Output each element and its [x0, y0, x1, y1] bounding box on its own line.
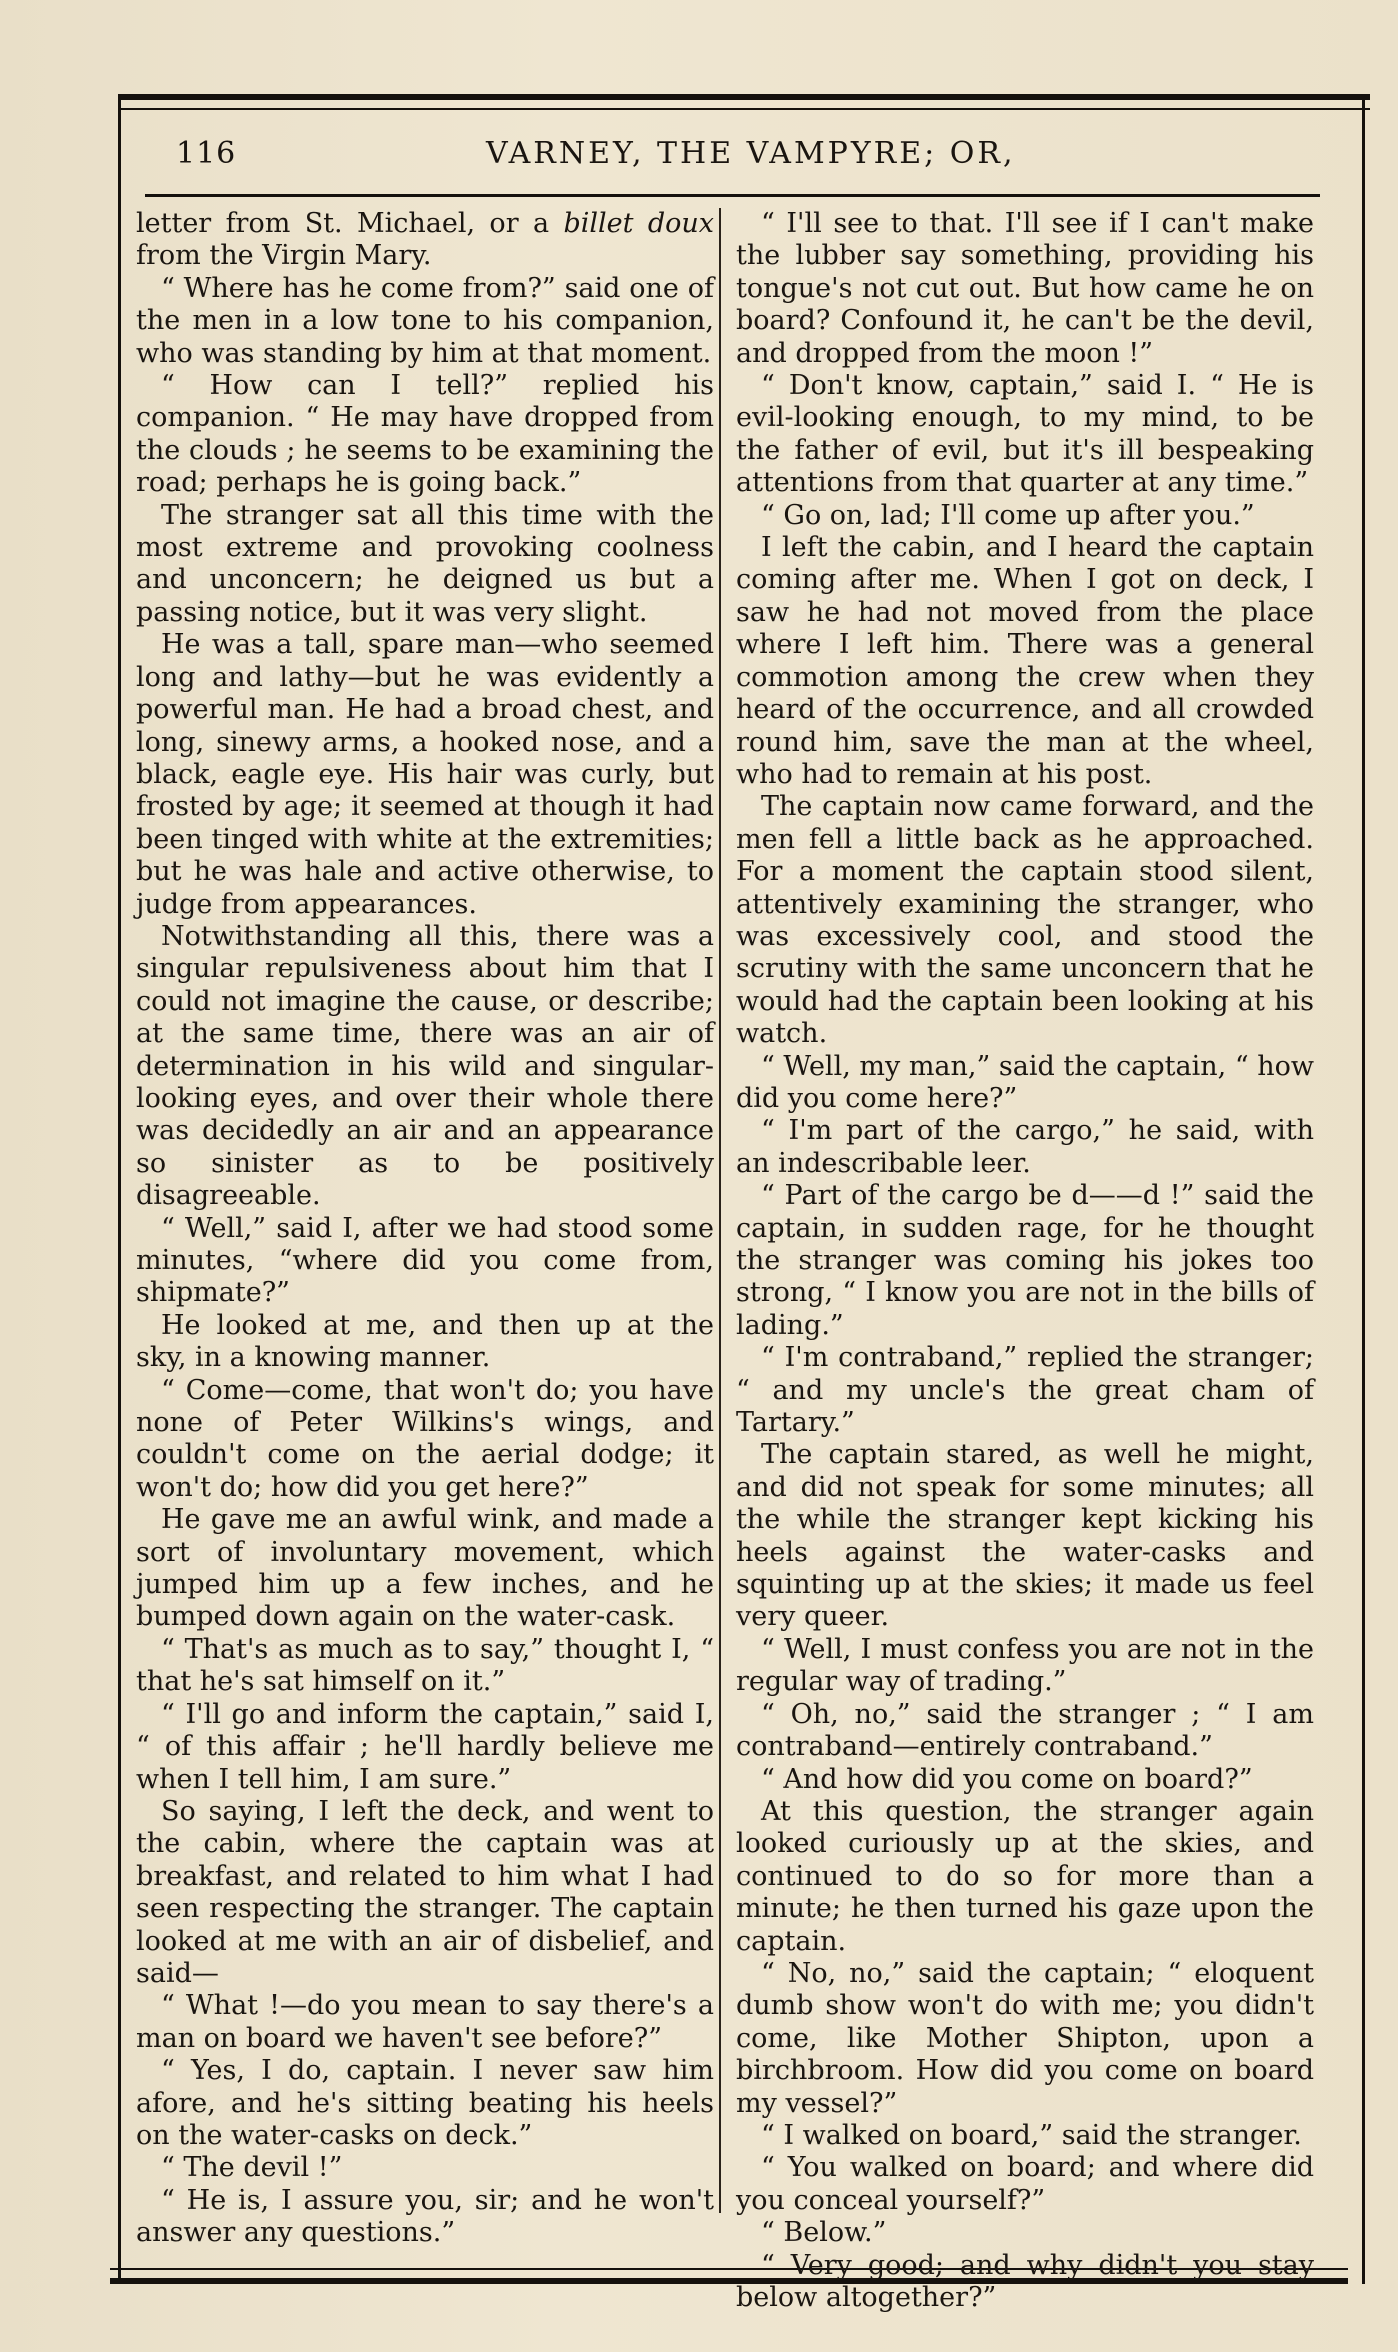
- page-header: [176, 136, 1276, 186]
- paragraph: “ I'll go and inform the captain,” said I, “ of this affair ; he'll hardly believe me when I tell him, I am sure.”: [136, 1698, 714, 1795]
- page-number: 116: [176, 136, 237, 171]
- paragraph: “ And how did you come on board?”: [761, 1763, 1253, 1795]
- paragraph: “ Part of the cargo be d——d !” said the captain, in sudden rage, for he thought the stranger was coming his jokes too strong, “ I know you are not in the bills of lading.”: [736, 1180, 1314, 1341]
- column-divider: [719, 208, 721, 2213]
- right-column: [736, 208, 1314, 2314]
- page-border-top: [118, 94, 1370, 110]
- paragraph: “ I'm contraband,” replied the stranger; “ and my uncle's the great cham of Tartary.”: [736, 1342, 1314, 1439]
- paragraph: “ Yes, I do, captain. I never saw him afore, and he's sitting beating his heels on the water-casks on deck.”: [136, 2055, 714, 2151]
- paragraph: At this question, the stranger again looked curiously up at the skies, and continued to do so for more than a minute; he then turned his gaze upon the captain.: [736, 1795, 1314, 1957]
- paragraph: The stranger sat all this time with the most extreme and provoking coolness and unconcern; he deigned us but a passing notice, but it was very slight.: [136, 499, 714, 628]
- paragraph: “ Below.”: [761, 2217, 887, 2249]
- paragraph: “ Well, my man,” said the captain, “ how did you come here?”: [736, 1050, 1314, 1114]
- paragraph: “ How can I tell?” replied his companion. “ He may have dropped from the clouds ; he seems to be examining the road; perhaps he is going back.”: [136, 370, 714, 499]
- paragraph: So saying, I left the deck, and went to the cabin, where the captain was at breakfast, and related to him what I had seen respecting the stranger. The captain looked at me with an air of disbelief, and said—: [136, 1795, 714, 1989]
- paragraph: “ Well,” said I, after we had stood some minutes, “where did you come from, shipmate?”: [136, 1212, 714, 1309]
- paragraph: “ I'm part of the cargo,” he said, with an indescribable leer.: [736, 1115, 1314, 1179]
- paragraph: letter from St. Michael, or a billet doux from the Virgin Mary.: [136, 208, 714, 272]
- paragraph: “ What !—do you mean to say there's a man on board we haven't see before?”: [136, 1990, 714, 2054]
- paragraph: Notwithstanding all this, there was a singular repulsiveness about him that I could not imagine the cause, or describe; at the same time, there was an air of determination in his wild and singular-looking eyes, and over their whole there was decidedly an air and an appearance so sinister as to be positively disagreeable.: [136, 920, 714, 1212]
- paragraph: “ Very good; and why didn't you stay below altogether?”: [736, 2249, 1314, 2313]
- paragraph: “ He is, I assure you, sir; and he won't answer any questions.”: [136, 2184, 714, 2249]
- paragraph: “ I walked on board,” said the stranger.: [761, 2119, 1302, 2151]
- paragraph: “ You walked on board; and where did you conceal yourself?”: [736, 2152, 1314, 2216]
- paragraph: The captain now came forward, and the men fell a little back as he approached. For a moment the captain stood silent, attentively examining the stranger, who was excessively cool, and stood the scrutiny with the same unconcern that he would had the captain been looking at his watch.: [736, 791, 1314, 1050]
- running-title: VARNEY, THE VAMPYRE; OR,: [486, 136, 1016, 171]
- paragraph: “ I'll see to that. I'll see if I can't make the lubber say something, providing his tongue's not cut out. But how came he on board? Confound it, he can't be the devil, and dropped from the moon !”: [736, 208, 1314, 369]
- paragraph: “ Oh, no,” said the stranger ; “ I am contraband—entirely contraband.”: [736, 1698, 1314, 1763]
- paragraph: “ No, no,” said the captain; “ eloquent dumb show won't do with me; you didn't come, like Mother Shipton, upon a birchbroom. How did you come on board my vessel?”: [736, 1957, 1314, 2119]
- paragraph: The captain stared, as well he might, and did not speak for some minutes; all the while the stranger kept kicking his heels against the water-casks and squinting up at the skies; it made us feel very queer.: [736, 1439, 1314, 1633]
- paragraph: “ Come—come, that won't do; you have none of Peter Wilkins's wings, and couldn't come on the aerial dodge; it won't do; how did you get here?”: [136, 1374, 714, 1503]
- paragraph: “ Go on, lad; I'll come up after you.”: [761, 499, 1255, 531]
- paragraph: He gave me an awful wink, and made a sort of involuntary movement, which jumped him up a few inches, and he bumped down again on the water-cask.: [136, 1504, 714, 1633]
- italic-phrase: billet doux: [563, 208, 714, 239]
- left-column: [136, 208, 714, 2250]
- header-rule: [145, 194, 1320, 197]
- page-border-left: [118, 94, 121, 2284]
- paragraph: “ Well, I must confess you are not in the regular way of trading.”: [736, 1633, 1314, 1698]
- paragraph: I left the cabin, and I heard the captain coming after me. When I got on deck, I saw he had not moved from the place where I left him. There was a general commotion among the crew when they heard of the occurrence, and all crowded round him, save the man at the wheel, who had to remain at his post.: [736, 532, 1314, 790]
- paragraph: He was a tall, spare man—who seemed long and lathy—but he was evidently a powerful man. He had a broad chest, and long, sinewy arms, a hooked nose, and a black, eagle eye. His hair was curly, but frosted by age; it seemed at though it had been tinged with white at the extremities; but he was hale and active otherwise, to judge from appearances.: [136, 629, 714, 920]
- paragraph: “ Don't know, captain,” said I. “ He is evil-looking enough, to my mind, to be the father of evil, but it's ill bespeaking attentions from that quarter at any time.”: [736, 370, 1314, 499]
- paragraph: “ The devil !”: [161, 2152, 343, 2184]
- paragraph: “ Where has he come from?” said one of the men in a low tone to his companion, who was standing by him at that moment.: [136, 272, 714, 369]
- paragraph: “ That's as much as to say,” thought I, “ that he's sat himself on it.”: [136, 1633, 714, 1698]
- paragraph: He looked at me, and then up at the sky, in a knowing manner.: [136, 1309, 714, 1374]
- page-border-right: [1362, 94, 1365, 2284]
